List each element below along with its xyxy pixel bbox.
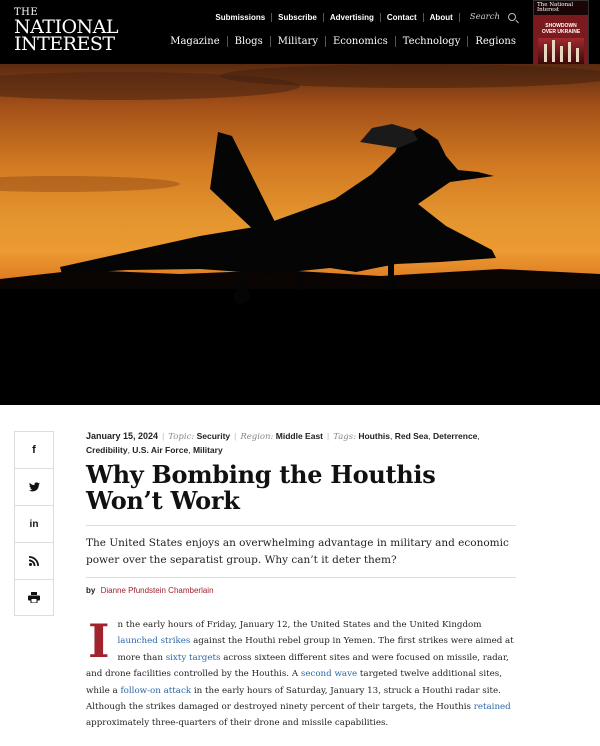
magazine-cover-art	[538, 38, 584, 64]
search-input[interactable]: Search	[469, 12, 500, 22]
body-text: n the early hours of Friday, January 12, the United States and the United Kingdom	[117, 620, 482, 630]
share-facebook-button[interactable]	[14, 431, 54, 468]
sixty-targets-link[interactable]: sixty targets	[165, 652, 221, 663]
nav-contact[interactable]: Contact	[381, 13, 424, 22]
nav-regions[interactable]: Regions	[475, 36, 516, 47]
region-label: Region:	[240, 432, 274, 442]
top-nav	[209, 12, 516, 22]
tag-link[interactable]: Deterrence	[433, 431, 478, 441]
nav-subscribe[interactable]: Subscribe	[272, 13, 324, 22]
body-text: in the early hours of Saturday, January 13, struck a Houthi radar site. Although the strikes damaged or destroyed ninety percent of their targets, the Houthis	[86, 685, 501, 713]
facebook-icon: f	[32, 444, 36, 456]
second-wave-link[interactable]: second wave	[300, 669, 358, 680]
drop-cap: I	[88, 614, 110, 668]
rss-icon	[29, 556, 39, 566]
byline-label: by	[86, 586, 96, 595]
retained-link[interactable]: retained	[473, 702, 511, 713]
linkedin-icon: in	[29, 518, 39, 530]
launched-strikes-link[interactable]: launched strikes	[117, 636, 191, 647]
body-text: against the Houthi rebel group in Yemen. The first strikes were aimed at more than	[117, 636, 514, 663]
nav-submissions[interactable]: Submissions	[209, 13, 272, 22]
divider	[86, 525, 516, 526]
print-icon	[28, 592, 40, 603]
site-logo[interactable]	[14, 8, 118, 54]
nav-magazine[interactable]: Magazine	[163, 36, 227, 47]
share-rss-button[interactable]	[14, 542, 54, 579]
topic-label: Topic:	[168, 432, 195, 442]
tag-link[interactable]: Credibility	[86, 445, 128, 455]
site-header	[0, 0, 600, 64]
nav-advertising[interactable]: Advertising	[324, 13, 381, 22]
nav-blogs[interactable]: Blogs	[228, 36, 271, 47]
tags-label: Tags:	[333, 432, 356, 442]
logo-line-1: THE	[14, 7, 39, 18]
magazine-headline-2: OVER UKRAINE	[541, 29, 581, 35]
main-nav	[163, 36, 516, 47]
tag-link[interactable]: Military	[192, 445, 223, 455]
tag-link[interactable]: U.S. Air Force	[132, 445, 189, 455]
magazine-headline	[534, 23, 588, 35]
search-icon[interactable]	[508, 13, 516, 21]
nav-military[interactable]: Military	[271, 36, 326, 47]
article-title: Why Bombing the Houthis Won’t Work	[86, 460, 436, 515]
nav-technology[interactable]: Technology	[396, 36, 469, 47]
tag-link[interactable]: Red Sea	[394, 431, 429, 441]
region-link[interactable]: Middle East	[275, 431, 323, 441]
body-text: targeted twelve additional sites, while a	[86, 669, 503, 696]
divider	[86, 577, 516, 578]
article-meta: January 15, 2024 | Topic: Security | Region: Middle East | Tags: Houthis, Red Sea, Deterrence, Credibility, U.S. Air Force, Military	[86, 431, 480, 455]
twitter-icon	[29, 482, 40, 492]
body-text: approximately three-quarters of their drone and missile capabilities.	[86, 718, 389, 729]
tag-link[interactable]: Houthis	[358, 431, 390, 441]
share-bar	[14, 431, 54, 616]
body-text: across sixteen different sites and were focused on missile, radar, and drone facilities controlled by the Houthis. A	[86, 652, 509, 680]
share-twitter-button[interactable]	[14, 468, 54, 505]
topic-link[interactable]: Security	[196, 431, 231, 441]
author-link[interactable]: Dianne Pfundstein Chamberlain	[100, 586, 214, 595]
article-dek: The United States enjoys an overwhelming advantage in military and economic power over the separatist group. Why can’t it deter them?	[86, 537, 509, 566]
fighter-jet-silhouette	[0, 64, 600, 405]
byline	[86, 586, 214, 595]
logo-line-3: INTEREST	[14, 33, 115, 55]
magazine-logo: The National Interest	[534, 1, 588, 15]
magazine-headline-1: SHOWDOWN	[545, 23, 577, 29]
logo-line-2: NATIONAL	[14, 16, 119, 38]
nav-economics[interactable]: Economics	[326, 36, 396, 47]
print-button[interactable]	[14, 579, 54, 616]
share-linkedin-button[interactable]	[14, 505, 54, 542]
article-body	[86, 614, 518, 732]
article-date: January 15, 2024	[86, 431, 159, 441]
nav-about[interactable]: About	[424, 13, 460, 22]
follow-on-attack-link[interactable]: follow-on attack	[120, 685, 192, 696]
hero-image	[0, 64, 600, 405]
